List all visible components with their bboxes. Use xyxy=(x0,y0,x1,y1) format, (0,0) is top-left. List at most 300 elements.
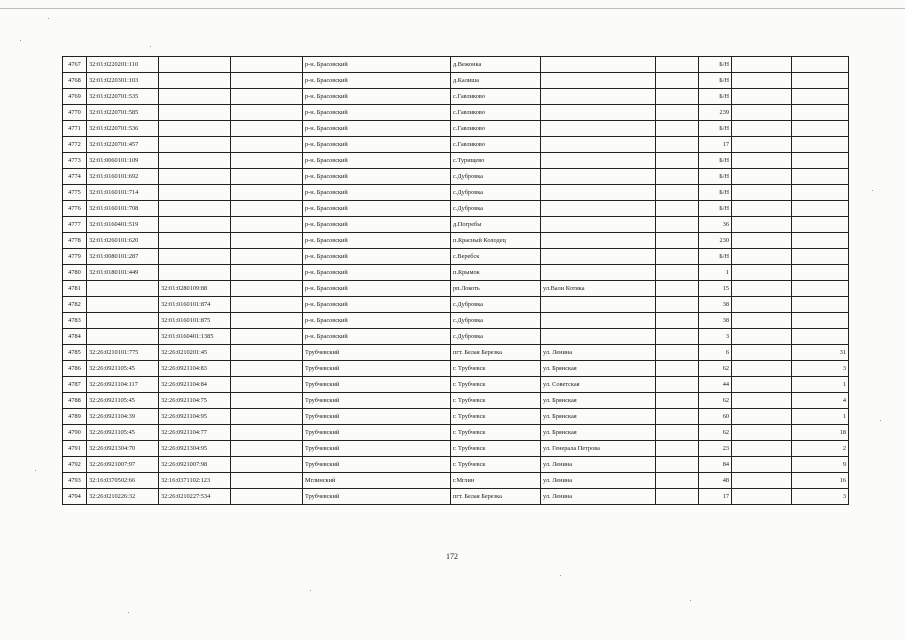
cell-empty xyxy=(732,153,792,169)
cell-cadastral-number: 32:01:0060101:109 xyxy=(87,153,159,169)
cell-extra xyxy=(231,201,303,217)
cell-cadastral-number: 32:01:0220301:103 xyxy=(87,73,159,89)
cell-house: Б/Н xyxy=(699,169,732,185)
cell-flat: 4 xyxy=(792,393,849,409)
table-row xyxy=(63,249,849,265)
cell-street xyxy=(541,137,656,153)
table-row xyxy=(63,489,849,505)
cell-flat: 1 xyxy=(792,409,849,425)
cell-cadastral-number: 32:01:0160101:708 xyxy=(87,201,159,217)
cell-street xyxy=(541,105,656,121)
cell-cadastral-number: 32:01:0220701:536 xyxy=(87,121,159,137)
table-row xyxy=(63,313,849,329)
cell-house: 48 xyxy=(699,473,732,489)
cell-row-number: 4786 xyxy=(63,361,87,377)
table-row xyxy=(63,409,849,425)
cell-cadastral-number: 32:01:0220701:535 xyxy=(87,89,159,105)
scan-speck xyxy=(880,420,881,421)
cell-empty xyxy=(656,393,699,409)
cell-empty xyxy=(656,489,699,505)
cell-house: 62 xyxy=(699,393,732,409)
cell-flat: 3 xyxy=(792,489,849,505)
cell-locality: п.Красный Колодец xyxy=(451,233,541,249)
cell-street: ул. Генерала Петрова xyxy=(541,441,656,457)
cell-cadastral-number: 32:26:0921104:117 xyxy=(87,377,159,393)
cell-empty xyxy=(656,329,699,345)
cell-locality: с.Гавликово xyxy=(451,105,541,121)
cell-street xyxy=(541,249,656,265)
cell-street: ул. Брянская xyxy=(541,361,656,377)
table-row xyxy=(63,201,849,217)
cell-empty xyxy=(656,121,699,137)
cell-cadastral-number-new: 32:01:0160101:875 xyxy=(159,313,231,329)
cell-empty xyxy=(732,249,792,265)
cell-row-number: 4778 xyxy=(63,233,87,249)
cell-extra xyxy=(231,361,303,377)
cell-cadastral-number-new: 32:26:0921104:84 xyxy=(159,377,231,393)
cell-flat xyxy=(792,137,849,153)
cell-extra xyxy=(231,313,303,329)
cell-house: 38 xyxy=(699,297,732,313)
page-number: 172 xyxy=(446,552,458,561)
cell-extra xyxy=(231,281,303,297)
cell-district: р-н. Брасовский xyxy=(303,201,451,217)
cell-empty xyxy=(656,425,699,441)
cell-locality: с.Дубровка xyxy=(451,201,541,217)
scan-speck xyxy=(150,46,151,47)
cell-empty xyxy=(656,169,699,185)
cell-empty xyxy=(732,457,792,473)
cell-row-number: 4783 xyxy=(63,313,87,329)
cell-street: ул. Ленина xyxy=(541,473,656,489)
cell-street: ул. Ленина xyxy=(541,345,656,361)
cell-row-number: 4784 xyxy=(63,329,87,345)
cell-cadastral-number-new: 32:26:0921304:95 xyxy=(159,441,231,457)
cell-district: Трубчевский xyxy=(303,457,451,473)
cell-empty xyxy=(656,313,699,329)
cell-empty xyxy=(732,217,792,233)
cell-locality: с.Дубровка xyxy=(451,329,541,345)
scan-speck xyxy=(128,612,129,613)
cell-empty xyxy=(732,73,792,89)
cell-cadastral-number: 32:01:0220201:110 xyxy=(87,57,159,73)
cell-extra xyxy=(231,441,303,457)
cell-cadastral-number: 32:01:0260101:620 xyxy=(87,233,159,249)
cell-locality: г. Трубчевск xyxy=(451,409,541,425)
cell-empty xyxy=(732,345,792,361)
cell-house: Б/Н xyxy=(699,89,732,105)
cell-flat xyxy=(792,201,849,217)
cell-empty xyxy=(732,281,792,297)
cell-locality: пгт. Белая Березка xyxy=(451,345,541,361)
cell-extra xyxy=(231,137,303,153)
cell-house: 38 xyxy=(699,313,732,329)
cell-district: Трубчевский xyxy=(303,425,451,441)
cell-extra xyxy=(231,89,303,105)
cell-cadastral-number: 32:26:0921007:97 xyxy=(87,457,159,473)
cell-extra xyxy=(231,393,303,409)
cell-empty xyxy=(732,105,792,121)
cell-cadastral-number-new xyxy=(159,233,231,249)
cell-district: р-н. Брасовский xyxy=(303,153,451,169)
cell-extra xyxy=(231,425,303,441)
cell-cadastral-number xyxy=(87,329,159,345)
cell-row-number: 4785 xyxy=(63,345,87,361)
cell-extra xyxy=(231,57,303,73)
cell-cadastral-number: 32:26:0921105:45 xyxy=(87,425,159,441)
cell-empty xyxy=(732,425,792,441)
cell-flat xyxy=(792,121,849,137)
cell-locality: г. Трубчевск xyxy=(451,393,541,409)
cell-district: р-н. Брасовский xyxy=(303,169,451,185)
cell-cadastral-number: 32:26:0921304:70 xyxy=(87,441,159,457)
cell-empty xyxy=(656,105,699,121)
cell-empty xyxy=(732,265,792,281)
table-row xyxy=(63,345,849,361)
cell-empty xyxy=(732,169,792,185)
scan-speck xyxy=(560,575,561,576)
cell-district: Трубчевский xyxy=(303,345,451,361)
cell-house: 3 xyxy=(699,329,732,345)
cell-cadastral-number: 32:01:0220701:585 xyxy=(87,105,159,121)
cell-empty xyxy=(732,297,792,313)
table-row xyxy=(63,105,849,121)
cell-house: 44 xyxy=(699,377,732,393)
cell-district: р-н. Брасовский xyxy=(303,329,451,345)
cell-locality: с.Гавликово xyxy=(451,121,541,137)
cell-house: 60 xyxy=(699,409,732,425)
cell-district: р-н. Брасовский xyxy=(303,265,451,281)
cell-district: р-н. Брасовский xyxy=(303,297,451,313)
cell-cadastral-number-new: 32:26:0210227:534 xyxy=(159,489,231,505)
scan-speck xyxy=(690,600,691,601)
cell-flat xyxy=(792,297,849,313)
cell-flat xyxy=(792,105,849,121)
cell-flat: 1 xyxy=(792,377,849,393)
cell-street: ул. Ленина xyxy=(541,489,656,505)
scan-speck xyxy=(20,40,21,41)
cell-district: р-н. Брасовский xyxy=(303,249,451,265)
cell-locality: г. Трубчевск xyxy=(451,457,541,473)
cell-row-number: 4769 xyxy=(63,89,87,105)
table-row xyxy=(63,73,849,89)
cell-locality: п.Крымок xyxy=(451,265,541,281)
cell-cadastral-number-new: 32:01:0280109:88 xyxy=(159,281,231,297)
cell-empty xyxy=(656,73,699,89)
cell-district: р-н. Брасовский xyxy=(303,185,451,201)
cell-cadastral-number: 32:01:0080101:287 xyxy=(87,249,159,265)
table-row xyxy=(63,425,849,441)
cell-extra xyxy=(231,249,303,265)
scan-speck xyxy=(310,590,311,591)
cell-extra xyxy=(231,489,303,505)
cell-empty xyxy=(732,489,792,505)
cell-cadastral-number: 32:26:0210226:32 xyxy=(87,489,159,505)
cell-locality: пгт. Белая Березка xyxy=(451,489,541,505)
cell-house: 6 xyxy=(699,345,732,361)
cell-cadastral-number-new xyxy=(159,185,231,201)
cell-empty xyxy=(732,473,792,489)
cell-flat xyxy=(792,281,849,297)
cell-row-number: 4782 xyxy=(63,297,87,313)
cell-cadastral-number: 32:01:0160101:714 xyxy=(87,185,159,201)
cell-locality: д.Погребы xyxy=(451,217,541,233)
cell-locality: с.Гавликово xyxy=(451,89,541,105)
table-row xyxy=(63,233,849,249)
cell-cadastral-number-new xyxy=(159,265,231,281)
cell-cadastral-number-new: 32:26:0921104:77 xyxy=(159,425,231,441)
table-row xyxy=(63,137,849,153)
cell-row-number: 4775 xyxy=(63,185,87,201)
cell-house: 1 xyxy=(699,265,732,281)
cell-flat xyxy=(792,89,849,105)
cell-street xyxy=(541,217,656,233)
cell-street xyxy=(541,121,656,137)
cell-row-number: 4767 xyxy=(63,57,87,73)
cell-district: Трубчевский xyxy=(303,489,451,505)
cell-cadastral-number-new: 32:26:0921007:98 xyxy=(159,457,231,473)
registry-table-body xyxy=(63,57,849,505)
cell-cadastral-number-new xyxy=(159,169,231,185)
cell-district: Трубчевский xyxy=(303,361,451,377)
cell-district: р-н. Брасовский xyxy=(303,57,451,73)
cell-street xyxy=(541,313,656,329)
cell-empty xyxy=(656,89,699,105)
cell-house: 62 xyxy=(699,361,732,377)
cell-locality: г. Трубчевск xyxy=(451,425,541,441)
table-row xyxy=(63,473,849,489)
cell-house: 17 xyxy=(699,489,732,505)
cell-cadastral-number-new xyxy=(159,121,231,137)
cell-district: Трубчевский xyxy=(303,409,451,425)
table-row xyxy=(63,217,849,233)
cell-cadastral-number-new: 32:26:0921104:75 xyxy=(159,393,231,409)
cell-district: р-н. Брасовский xyxy=(303,281,451,297)
cell-cadastral-number-new xyxy=(159,201,231,217)
cell-extra xyxy=(231,409,303,425)
cell-locality: г. Трубчевск xyxy=(451,441,541,457)
cell-empty xyxy=(732,329,792,345)
cell-row-number: 4790 xyxy=(63,425,87,441)
cell-street xyxy=(541,73,656,89)
cell-flat: 3 xyxy=(792,361,849,377)
cell-empty xyxy=(656,297,699,313)
cell-cadastral-number-new: 32:01:0160101:874 xyxy=(159,297,231,313)
cell-extra xyxy=(231,169,303,185)
cell-flat xyxy=(792,265,849,281)
cell-empty xyxy=(732,313,792,329)
table-row xyxy=(63,297,849,313)
cell-cadastral-number xyxy=(87,313,159,329)
cell-locality: с.Гавликово xyxy=(451,137,541,153)
cell-locality: г.Мглин xyxy=(451,473,541,489)
cell-empty xyxy=(656,185,699,201)
cell-row-number: 4768 xyxy=(63,73,87,89)
cell-extra xyxy=(231,473,303,489)
cell-extra xyxy=(231,329,303,345)
cell-extra xyxy=(231,265,303,281)
cell-cadastral-number: 32:16:0370502:66 xyxy=(87,473,159,489)
cell-cadastral-number: 32:01:0180101:449 xyxy=(87,265,159,281)
cell-house: Б/Н xyxy=(699,201,732,217)
cell-flat xyxy=(792,233,849,249)
cell-extra xyxy=(231,377,303,393)
cell-house: 84 xyxy=(699,457,732,473)
cell-flat xyxy=(792,185,849,201)
cell-street: ул. Ленина xyxy=(541,457,656,473)
cell-cadastral-number-new xyxy=(159,153,231,169)
cell-street xyxy=(541,153,656,169)
cell-street: ул. Брянская xyxy=(541,425,656,441)
cell-flat: 31 xyxy=(792,345,849,361)
cell-flat: 9 xyxy=(792,457,849,473)
cell-district: Трубчевский xyxy=(303,377,451,393)
cell-district: Мглинский xyxy=(303,473,451,489)
cell-flat xyxy=(792,217,849,233)
cell-empty xyxy=(732,89,792,105)
cell-house: 62 xyxy=(699,425,732,441)
cell-house: 230 xyxy=(699,233,732,249)
cell-empty xyxy=(656,441,699,457)
cell-house: 15 xyxy=(699,281,732,297)
cell-empty xyxy=(656,57,699,73)
cell-flat xyxy=(792,73,849,89)
cell-street xyxy=(541,89,656,105)
cell-row-number: 4788 xyxy=(63,393,87,409)
cell-empty xyxy=(732,201,792,217)
table-row xyxy=(63,265,849,281)
cell-street xyxy=(541,185,656,201)
cell-locality: с.Веребск xyxy=(451,249,541,265)
table-row xyxy=(63,393,849,409)
cell-house: 23 xyxy=(699,441,732,457)
cell-empty xyxy=(732,57,792,73)
cell-extra xyxy=(231,121,303,137)
cell-locality: рп.Локоть xyxy=(451,281,541,297)
cell-cadastral-number-new xyxy=(159,57,231,73)
cell-cadastral-number: 32:01:0220701:457 xyxy=(87,137,159,153)
cell-empty xyxy=(656,457,699,473)
cell-street: ул. Брянская xyxy=(541,409,656,425)
cell-flat xyxy=(792,313,849,329)
cell-cadastral-number: 32:26:0921105:45 xyxy=(87,393,159,409)
cell-row-number: 4787 xyxy=(63,377,87,393)
cell-cadastral-number: 32:26:0210101:775 xyxy=(87,345,159,361)
cell-cadastral-number: 32:01:0160401:519 xyxy=(87,217,159,233)
cell-cadastral-number xyxy=(87,297,159,313)
cell-empty xyxy=(732,409,792,425)
table-row xyxy=(63,121,849,137)
cell-house: 36 xyxy=(699,217,732,233)
cell-district: р-н. Брасовский xyxy=(303,121,451,137)
cell-house: Б/Н xyxy=(699,57,732,73)
cell-street xyxy=(541,329,656,345)
cell-row-number: 4772 xyxy=(63,137,87,153)
cell-empty xyxy=(732,121,792,137)
cell-locality: д.Вежонка xyxy=(451,57,541,73)
cell-empty xyxy=(656,409,699,425)
cell-empty xyxy=(732,233,792,249)
scan-top-edge xyxy=(0,8,905,9)
table-row xyxy=(63,185,849,201)
cell-district: р-н. Брасовский xyxy=(303,89,451,105)
scan-speck xyxy=(872,190,873,191)
cell-house: Б/Н xyxy=(699,185,732,201)
cell-empty xyxy=(656,281,699,297)
cell-locality: д.Калиша xyxy=(451,73,541,89)
cell-street xyxy=(541,265,656,281)
cell-row-number: 4776 xyxy=(63,201,87,217)
cell-district: Трубчевский xyxy=(303,393,451,409)
cell-empty xyxy=(656,137,699,153)
cell-empty xyxy=(656,249,699,265)
cell-locality: с.Дубровка xyxy=(451,169,541,185)
cell-flat: 2 xyxy=(792,441,849,457)
cell-row-number: 4774 xyxy=(63,169,87,185)
cell-flat xyxy=(792,57,849,73)
cell-cadastral-number-new: 32:26:0210201:45 xyxy=(159,345,231,361)
cell-cadastral-number-new xyxy=(159,217,231,233)
scan-speck xyxy=(35,470,36,471)
cell-flat xyxy=(792,169,849,185)
table-row xyxy=(63,281,849,297)
cell-house: Б/Н xyxy=(699,73,732,89)
cell-street xyxy=(541,297,656,313)
cell-extra xyxy=(231,153,303,169)
cell-row-number: 4794 xyxy=(63,489,87,505)
cell-extra xyxy=(231,233,303,249)
cell-house: Б/Н xyxy=(699,121,732,137)
table-row xyxy=(63,361,849,377)
cell-cadastral-number-new xyxy=(159,73,231,89)
cell-cadastral-number-new: 32:01:0160401:1385 xyxy=(159,329,231,345)
cell-house: 239 xyxy=(699,105,732,121)
cell-district: р-н. Брасовский xyxy=(303,73,451,89)
table-row xyxy=(63,329,849,345)
scan-speck xyxy=(48,18,49,19)
cell-empty xyxy=(656,345,699,361)
table-row xyxy=(63,441,849,457)
cell-empty xyxy=(656,233,699,249)
cell-street: ул. Советская xyxy=(541,377,656,393)
cell-row-number: 4770 xyxy=(63,105,87,121)
cell-street: ул. Брянская xyxy=(541,393,656,409)
cell-street: ул.Вали Котика xyxy=(541,281,656,297)
cell-empty xyxy=(732,361,792,377)
cell-house: 17 xyxy=(699,137,732,153)
cell-extra xyxy=(231,105,303,121)
cell-empty xyxy=(656,377,699,393)
cell-empty xyxy=(656,361,699,377)
cell-row-number: 4777 xyxy=(63,217,87,233)
cell-extra xyxy=(231,185,303,201)
cell-locality: с.Дубровка xyxy=(451,185,541,201)
cell-row-number: 4780 xyxy=(63,265,87,281)
cell-extra xyxy=(231,217,303,233)
cell-empty xyxy=(732,185,792,201)
cell-row-number: 4792 xyxy=(63,457,87,473)
cell-locality: с.Дубровка xyxy=(451,297,541,313)
cell-empty xyxy=(656,201,699,217)
cell-empty xyxy=(656,265,699,281)
cell-street xyxy=(541,201,656,217)
cell-row-number: 4791 xyxy=(63,441,87,457)
cell-empty xyxy=(656,217,699,233)
cell-house: Б/Н xyxy=(699,153,732,169)
cell-flat: 16 xyxy=(792,473,849,489)
cell-street xyxy=(541,169,656,185)
cell-empty xyxy=(732,441,792,457)
